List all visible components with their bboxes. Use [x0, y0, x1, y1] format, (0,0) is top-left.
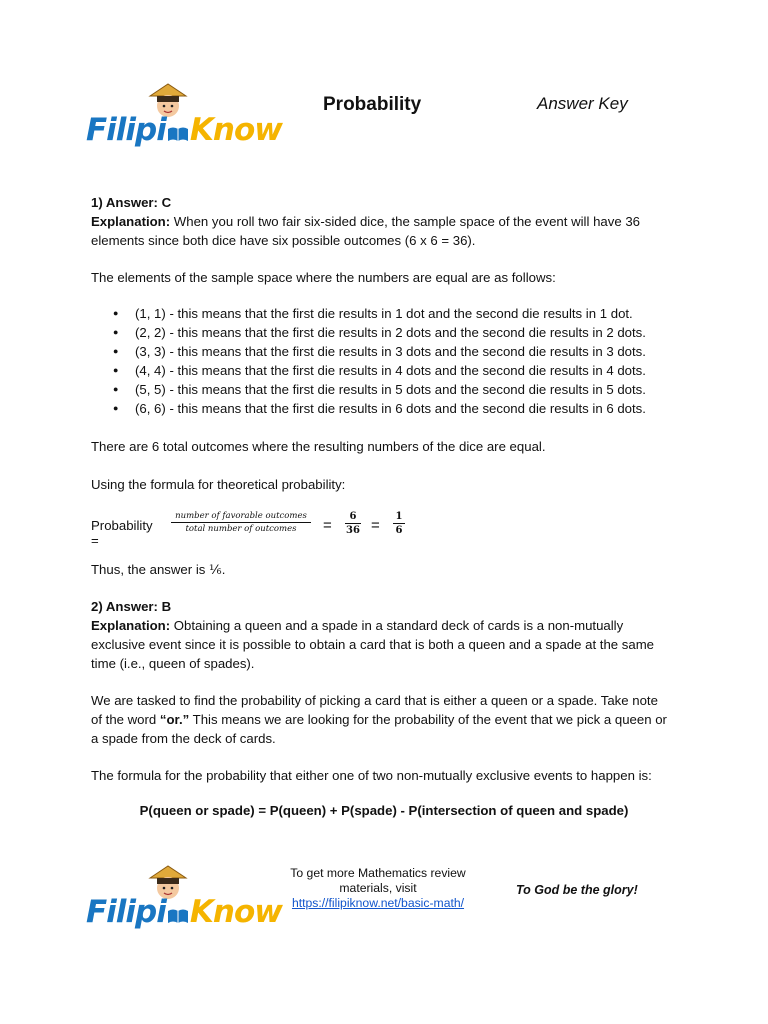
formula-fraction-3	[393, 511, 405, 536]
footer-message: To get more Mathematics review materials, visit	[290, 866, 466, 895]
formula-denominator: total number of outcomes	[185, 524, 297, 534]
q2-explanation-text: Obtaining a queen and a spade in a standard deck of cards is a non-mutually exclusive event since it is possible to obtain a card that is both a queen and a spade at the same time (i.e., queen of spades).	[91, 618, 655, 671]
filipiknow-logo	[86, 82, 282, 162]
logo-text-know: Know	[189, 894, 282, 930]
book-icon	[167, 126, 189, 142]
formula-f2-den: 36	[346, 525, 360, 536]
logo-text-know: Know	[189, 112, 282, 148]
list-item: ● (4, 4) - this means that the first die results in 4 dots and the second die results in 4 dots.	[91, 361, 646, 380]
q1-paragraph-2: The elements of the sample space where the numbers are equal are as follows:	[91, 270, 556, 285]
q2-para2-or: “or.”	[159, 712, 190, 727]
q1-conclusion: Thus, the answer is ⅙.	[91, 562, 226, 577]
formula-equals-1: =	[323, 517, 332, 534]
filipiknow-footer-logo	[86, 864, 282, 944]
q1-explanation-label: Explanation:	[91, 214, 171, 229]
probability-rule: P(queen or spade) = P(queen) + P(spade) - P(intersection of queen and spade)	[139, 803, 629, 818]
q1-bullet-list	[91, 304, 646, 418]
q2-para2-a: We are tasked to find the probability of picking a card that is either a queen or a spade. Take note of the word	[91, 693, 658, 727]
formula-f3-den: 6	[395, 525, 403, 536]
formula-f2-num: 6	[349, 511, 357, 522]
q2-explanation	[91, 616, 671, 673]
formula-fraction-2	[345, 511, 361, 536]
q1-paragraph-4: Using the formula for theoretical probability:	[91, 477, 346, 492]
q2-answer: 2) Answer: B	[91, 599, 172, 614]
footer-glory: To God be the glory!	[516, 883, 638, 897]
formula-fraction-1	[171, 511, 311, 534]
formula-lhs: Probability =	[91, 518, 153, 548]
formula-numerator: number of favorable outcomes	[175, 511, 307, 521]
page-subtitle: Answer Key	[537, 94, 628, 113]
formula-f3-num: 1	[395, 511, 403, 522]
formula-equals-2: =	[371, 517, 380, 534]
q2-paragraph-2	[91, 691, 671, 748]
q1-answer: 1) Answer: C	[91, 195, 172, 210]
page-title: Probability	[323, 94, 422, 115]
list-item: ● (1, 1) - this means that the first die results in 1 dot and the second die results in 1 dot.	[91, 304, 646, 323]
q2-paragraph-3: The formula for the probability that either one of two non-mutually exclusive events to happen is:	[91, 768, 652, 783]
footer-text	[283, 866, 473, 911]
list-item: ● (5, 5) - this means that the first die results in 5 dots and the second die results in 5 dots.	[91, 380, 646, 399]
list-item: ● (2, 2) - this means that the first die results in 2 dots and the second die results in 2 dots.	[91, 323, 646, 342]
q1-explanation-text: When you roll two fair six-sided dice, the sample space of the event will have 36 elements since both dice have six possible outcomes (6 x 6 = 36).	[91, 214, 640, 248]
footer-link[interactable]: https://filipiknow.net/basic-math/	[291, 896, 465, 910]
q2-explanation-label: Explanation:	[91, 618, 171, 633]
logo-text-filipi: Filipi	[86, 894, 166, 930]
list-item: ● (6, 6) - this means that the first die results in 6 dots and the second die results in 6 dots.	[91, 399, 646, 418]
logo-text-filipi: Filipi	[86, 112, 166, 148]
list-item: ● (3, 3) - this means that the first die results in 3 dots and the second die results in 3 dots.	[91, 342, 646, 361]
q2-para2-b: This means we are looking for the probability of the event that we pick a queen or a spade from the deck of cards.	[91, 712, 667, 746]
q1-explanation	[91, 212, 681, 250]
book-icon	[167, 908, 189, 924]
q1-paragraph-3: There are 6 total outcomes where the resulting numbers of the dice are equal.	[91, 439, 546, 454]
